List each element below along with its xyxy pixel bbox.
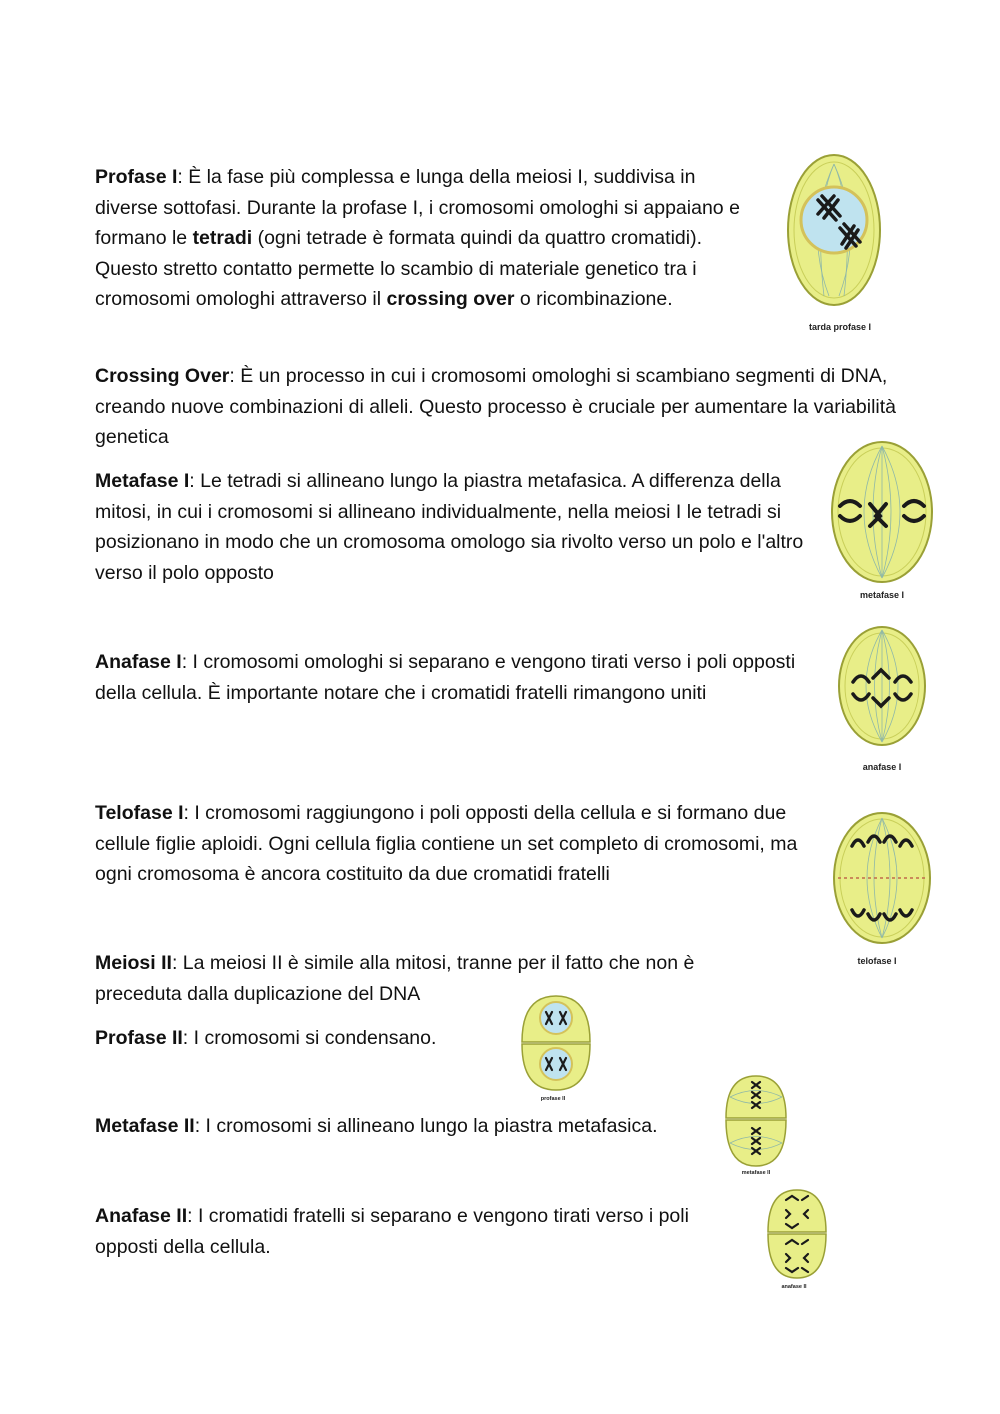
term-label: Profase I xyxy=(95,166,178,188)
figure-caption: anafase I xyxy=(862,762,902,772)
telophase-cell-illustration xyxy=(830,808,934,948)
anaphase-cell-illustration xyxy=(835,624,929,750)
metaphase-ii-cells-illustration xyxy=(722,1072,790,1170)
text-segment: : È un processo in cui i cromosomi omologhi si scambiano segmenti di DNA, creando nuove combinazioni di alleli. Questo processo è cruciale per aumentare la variabilità genetica xyxy=(95,365,897,448)
term-label: Anafase I xyxy=(95,651,182,673)
text-segment: : I cromosomi raggiungono i poli opposti della cellula e si formano due cellule figlie aploidi. Ogni cellula figlia contiene un set completo di cromosomi, ma ogni cromosoma è ancora costituito da due cromatidi fratelli xyxy=(95,802,798,885)
paragraph-anafase-2 xyxy=(95,1201,750,1262)
figure-caption: telofase I xyxy=(857,956,897,966)
term-label: Anafase II xyxy=(95,1205,188,1227)
text-segment: o ricombinazione. xyxy=(514,288,673,310)
figure-caption: anafase II xyxy=(781,1284,807,1290)
text-segment: : I cromatidi fratelli si separano e vengono tirati verso i poli opposti della cellula. xyxy=(95,1205,689,1258)
text-segment: : I cromosomi si condensano. xyxy=(182,1027,437,1049)
term-label: Profase II xyxy=(95,1027,183,1049)
bold-keyword: crossing over xyxy=(386,288,515,310)
prophase-ii-cells-illustration xyxy=(518,992,594,1094)
text-segment: : È la fase più complessa e lunga della meiosi I, suddivisa in diverse sottofasi. Durante la profase I, i cromosomi omologhi si appaiano e formano le xyxy=(95,166,740,249)
text-segment: : Le tetradi si allineano lungo la piastra metafasica. A differenza della mitosi, in cui i cromosomi si allineano individualmente, nella meiosi I le tetradi si posizionano in modo che un cromosoma omologo sia rivolto verso un polo e l'altro verso il polo opposto xyxy=(95,470,804,584)
paragraph-metafase-1 xyxy=(95,466,817,588)
term-label: Telofase I xyxy=(95,802,184,824)
paragraph-profase-2 xyxy=(95,1023,515,1054)
term-label: Meiosi II xyxy=(95,952,172,974)
late-prophase-cell-illustration xyxy=(784,150,884,320)
term-label: Metafase II xyxy=(95,1115,195,1137)
text-segment: (ogni tetrade è formata quindi da quattro cromatidi). Questo stretto contatto permette lo scambio di materiale genetico tra i cromosomi omologhi attraverso il xyxy=(95,227,702,310)
text-segment: : I cromosomi si allineano lungo la piastra metafasica. xyxy=(194,1115,658,1137)
figure-caption: profase II xyxy=(540,1096,566,1102)
paragraph-telofase-1 xyxy=(95,798,817,890)
figure-caption: metafase II xyxy=(741,1170,771,1176)
text-segment: : I cromosomi omologhi si separano e vengono tirati verso i poli opposti della cellula. È importante notare che i cromatidi fratelli rimangono uniti xyxy=(95,651,796,704)
paragraph-crossing-over xyxy=(95,361,910,453)
term-label: Metafase I xyxy=(95,470,190,492)
text-segment: : La meiosi II è simile alla mitosi, tranne per il fatto che non è preceduta dalla duplicazione del DNA xyxy=(95,952,695,1005)
paragraph-metafase-2 xyxy=(95,1111,715,1142)
paragraph-profase-1 xyxy=(95,162,763,315)
paragraph-anafase-1 xyxy=(95,647,807,708)
bold-keyword: tetradi xyxy=(192,227,253,249)
anaphase-ii-cells-illustration xyxy=(764,1186,830,1282)
figure-caption: tarda profase I xyxy=(808,322,872,332)
metaphase-cell-illustration xyxy=(826,438,938,586)
term-label: Crossing Over xyxy=(95,365,230,387)
figure-caption: metafase I xyxy=(859,590,905,600)
paragraph-meiosi-2 xyxy=(95,948,745,1009)
